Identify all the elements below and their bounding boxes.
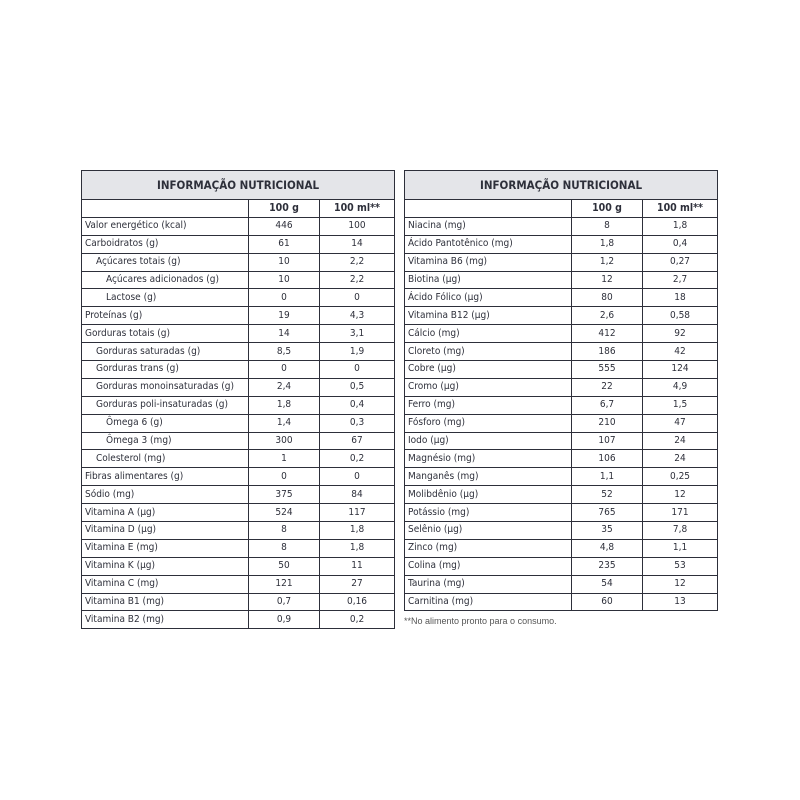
nutrient-label: Ácido Fólico (µg) — [405, 289, 572, 307]
nutrient-label: Taurina (mg) — [405, 575, 572, 593]
value-100ml: 24 — [643, 432, 718, 450]
value-100g: 4,8 — [572, 539, 643, 557]
table-row — [405, 325, 718, 343]
table-row — [82, 271, 395, 289]
value-100g: 52 — [572, 486, 643, 504]
empty-header-cell — [82, 200, 249, 218]
table-row — [405, 414, 718, 432]
value-100ml: 1,8 — [643, 217, 718, 235]
value-100ml: 47 — [643, 414, 718, 432]
table-row — [82, 450, 395, 468]
value-100ml: 53 — [643, 557, 718, 575]
value-100g: 121 — [249, 575, 320, 593]
table-row — [82, 486, 395, 504]
table-row — [82, 253, 395, 271]
table-row — [82, 217, 395, 235]
value-100g: 555 — [572, 361, 643, 379]
nutrient-label: Carboidratos (g) — [82, 235, 249, 253]
value-100ml: 4,3 — [320, 307, 395, 325]
value-100ml: 11 — [320, 557, 395, 575]
value-100g: 35 — [572, 522, 643, 540]
value-100ml: 13 — [643, 593, 718, 611]
value-100ml: 0 — [320, 289, 395, 307]
column-header-100ml: 100 ml** — [320, 200, 395, 218]
nutrient-label: Gorduras trans (g) — [82, 361, 249, 379]
table-row — [82, 414, 395, 432]
value-100g: 10 — [249, 271, 320, 289]
nutrient-label: Colina (mg) — [405, 557, 572, 575]
value-100g: 1 — [249, 450, 320, 468]
nutrient-label: Vitamina B6 (mg) — [405, 253, 572, 271]
value-100ml: 2,7 — [643, 271, 718, 289]
nutrient-label: Ômega 3 (mg) — [82, 432, 249, 450]
nutrient-label: Niacina (mg) — [405, 217, 572, 235]
value-100ml: 0 — [320, 468, 395, 486]
table-row — [82, 468, 395, 486]
value-100g: 0 — [249, 468, 320, 486]
table-row — [82, 396, 395, 414]
column-header-100ml: 100 ml** — [643, 200, 718, 218]
value-100g: 54 — [572, 575, 643, 593]
value-100ml: 1,8 — [320, 539, 395, 557]
value-100g: 8,5 — [249, 343, 320, 361]
value-100ml: 84 — [320, 486, 395, 504]
value-100g: 6,7 — [572, 396, 643, 414]
value-100g: 210 — [572, 414, 643, 432]
table-row — [82, 504, 395, 522]
nutrient-label: Vitamina B12 (µg) — [405, 307, 572, 325]
table-row — [405, 378, 718, 396]
nutrient-label: Vitamina B2 (mg) — [82, 611, 249, 629]
value-100ml: 100 — [320, 217, 395, 235]
table-row — [405, 307, 718, 325]
table-row — [405, 235, 718, 253]
nutrient-label: Gorduras totais (g) — [82, 325, 249, 343]
nutrient-label: Fibras alimentares (g) — [82, 468, 249, 486]
table-row — [405, 432, 718, 450]
value-100ml: 2,2 — [320, 271, 395, 289]
table-row — [405, 486, 718, 504]
value-100g: 300 — [249, 432, 320, 450]
nutrient-label: Potássio (mg) — [405, 504, 572, 522]
value-100g: 0,7 — [249, 593, 320, 611]
table-row — [405, 575, 718, 593]
nutrient-label: Sódio (mg) — [82, 486, 249, 504]
value-100ml: 92 — [643, 325, 718, 343]
value-100g: 1,8 — [249, 396, 320, 414]
value-100ml: 1,8 — [320, 522, 395, 540]
value-100ml: 0,4 — [643, 235, 718, 253]
value-100g: 446 — [249, 217, 320, 235]
table-row — [405, 522, 718, 540]
value-100ml: 2,2 — [320, 253, 395, 271]
value-100g: 14 — [249, 325, 320, 343]
value-100g: 1,2 — [572, 253, 643, 271]
value-100ml: 27 — [320, 575, 395, 593]
table-row — [82, 289, 395, 307]
value-100ml: 0,25 — [643, 468, 718, 486]
value-100g: 106 — [572, 450, 643, 468]
value-100g: 19 — [249, 307, 320, 325]
nutrition-table-left — [81, 170, 395, 629]
table-row — [405, 289, 718, 307]
value-100ml: 0,4 — [320, 396, 395, 414]
value-100ml: 0,16 — [320, 593, 395, 611]
nutrient-label: Gorduras monoinsaturadas (g) — [82, 378, 249, 396]
table-row — [405, 468, 718, 486]
value-100g: 0 — [249, 289, 320, 307]
value-100ml: 0,3 — [320, 414, 395, 432]
table-row — [82, 235, 395, 253]
value-100ml: 4,9 — [643, 378, 718, 396]
nutrient-label: Gorduras poli-insaturadas (g) — [82, 396, 249, 414]
nutrient-label: Gorduras saturadas (g) — [82, 343, 249, 361]
table-row — [405, 343, 718, 361]
nutrient-label: Vitamina B1 (mg) — [82, 593, 249, 611]
value-100g: 2,4 — [249, 378, 320, 396]
table-row — [405, 253, 718, 271]
nutrient-label: Vitamina D (µg) — [82, 522, 249, 540]
value-100ml: 117 — [320, 504, 395, 522]
nutrient-label: Cobre (µg) — [405, 361, 572, 379]
nutrient-label: Açúcares totais (g) — [82, 253, 249, 271]
value-100g: 2,6 — [572, 307, 643, 325]
value-100g: 412 — [572, 325, 643, 343]
table-row — [82, 593, 395, 611]
table-row — [405, 504, 718, 522]
nutrient-label: Vitamina E (mg) — [82, 539, 249, 557]
value-100ml: 3,1 — [320, 325, 395, 343]
table-row — [82, 522, 395, 540]
table-row — [405, 217, 718, 235]
value-100g: 60 — [572, 593, 643, 611]
value-100ml: 0,2 — [320, 611, 395, 629]
value-100ml: 124 — [643, 361, 718, 379]
table-row — [82, 611, 395, 629]
table-row — [405, 396, 718, 414]
table-row — [82, 361, 395, 379]
value-100ml: 1,9 — [320, 343, 395, 361]
column-header-100g: 100 g — [249, 200, 320, 218]
nutrient-label: Cromo (µg) — [405, 378, 572, 396]
nutrient-label: Cálcio (mg) — [405, 325, 572, 343]
value-100g: 50 — [249, 557, 320, 575]
nutrient-label: Vitamina C (mg) — [82, 575, 249, 593]
table-row — [82, 575, 395, 593]
value-100ml: 1,1 — [643, 539, 718, 557]
nutrient-label: Ácido Pantotênico (mg) — [405, 235, 572, 253]
value-100g: 8 — [249, 539, 320, 557]
table-row — [82, 325, 395, 343]
nutrient-label: Manganês (mg) — [405, 468, 572, 486]
value-100ml: 0 — [320, 361, 395, 379]
table-row — [405, 450, 718, 468]
table-row — [405, 593, 718, 611]
nutrient-label: Magnésio (mg) — [405, 450, 572, 468]
nutrient-label: Açúcares adicionados (g) — [82, 271, 249, 289]
nutrient-label: Molibdênio (µg) — [405, 486, 572, 504]
nutrient-label: Lactose (g) — [82, 289, 249, 307]
value-100ml: 0,27 — [643, 253, 718, 271]
value-100g: 186 — [572, 343, 643, 361]
nutrient-label: Biotina (µg) — [405, 271, 572, 289]
value-100ml: 12 — [643, 575, 718, 593]
value-100g: 8 — [572, 217, 643, 235]
table-row — [82, 557, 395, 575]
column-header-100g: 100 g — [572, 200, 643, 218]
value-100ml: 42 — [643, 343, 718, 361]
value-100g: 8 — [249, 522, 320, 540]
footnote: **No alimento pronto para o consumo. — [404, 616, 557, 626]
nutrient-label: Vitamina K (µg) — [82, 557, 249, 575]
nutrient-label: Iodo (µg) — [405, 432, 572, 450]
nutrient-label: Fósforo (mg) — [405, 414, 572, 432]
value-100g: 235 — [572, 557, 643, 575]
table-title: INFORMAÇÃO NUTRICIONAL — [405, 171, 718, 200]
value-100ml: 0,5 — [320, 378, 395, 396]
nutrient-label: Ômega 6 (g) — [82, 414, 249, 432]
value-100ml: 0,2 — [320, 450, 395, 468]
nutrient-label: Ferro (mg) — [405, 396, 572, 414]
value-100ml: 18 — [643, 289, 718, 307]
table-title: INFORMAÇÃO NUTRICIONAL — [82, 171, 395, 200]
value-100g: 1,8 — [572, 235, 643, 253]
nutrient-label: Selênio (µg) — [405, 522, 572, 540]
value-100ml: 7,8 — [643, 522, 718, 540]
table-body — [405, 217, 718, 611]
value-100g: 10 — [249, 253, 320, 271]
table-row — [405, 539, 718, 557]
value-100g: 22 — [572, 378, 643, 396]
right-nutrition-panel — [404, 170, 717, 611]
table-row — [82, 432, 395, 450]
value-100g: 12 — [572, 271, 643, 289]
value-100g: 107 — [572, 432, 643, 450]
value-100g: 61 — [249, 235, 320, 253]
nutrient-label: Carnitina (mg) — [405, 593, 572, 611]
value-100g: 524 — [249, 504, 320, 522]
table-row — [82, 343, 395, 361]
nutrient-label: Colesterol (mg) — [82, 450, 249, 468]
value-100ml: 12 — [643, 486, 718, 504]
table-body — [82, 217, 395, 628]
value-100ml: 1,5 — [643, 396, 718, 414]
value-100g: 0,9 — [249, 611, 320, 629]
table-row — [82, 539, 395, 557]
table-row — [82, 307, 395, 325]
value-100ml: 14 — [320, 235, 395, 253]
table-row — [405, 557, 718, 575]
value-100ml: 0,58 — [643, 307, 718, 325]
value-100g: 80 — [572, 289, 643, 307]
nutrient-label: Valor energético (kcal) — [82, 217, 249, 235]
value-100g: 375 — [249, 486, 320, 504]
value-100g: 1,1 — [572, 468, 643, 486]
table-row — [82, 378, 395, 396]
value-100ml: 24 — [643, 450, 718, 468]
nutrition-table-right — [404, 170, 718, 611]
nutrient-label: Cloreto (mg) — [405, 343, 572, 361]
left-nutrition-panel — [81, 170, 394, 629]
nutrient-label: Zinco (mg) — [405, 539, 572, 557]
nutrient-label: Vitamina A (µg) — [82, 504, 249, 522]
nutrient-label: Proteínas (g) — [82, 307, 249, 325]
value-100g: 1,4 — [249, 414, 320, 432]
value-100g: 0 — [249, 361, 320, 379]
value-100g: 765 — [572, 504, 643, 522]
table-row — [405, 361, 718, 379]
value-100ml: 171 — [643, 504, 718, 522]
value-100ml: 67 — [320, 432, 395, 450]
table-row — [405, 271, 718, 289]
empty-header-cell — [405, 200, 572, 218]
